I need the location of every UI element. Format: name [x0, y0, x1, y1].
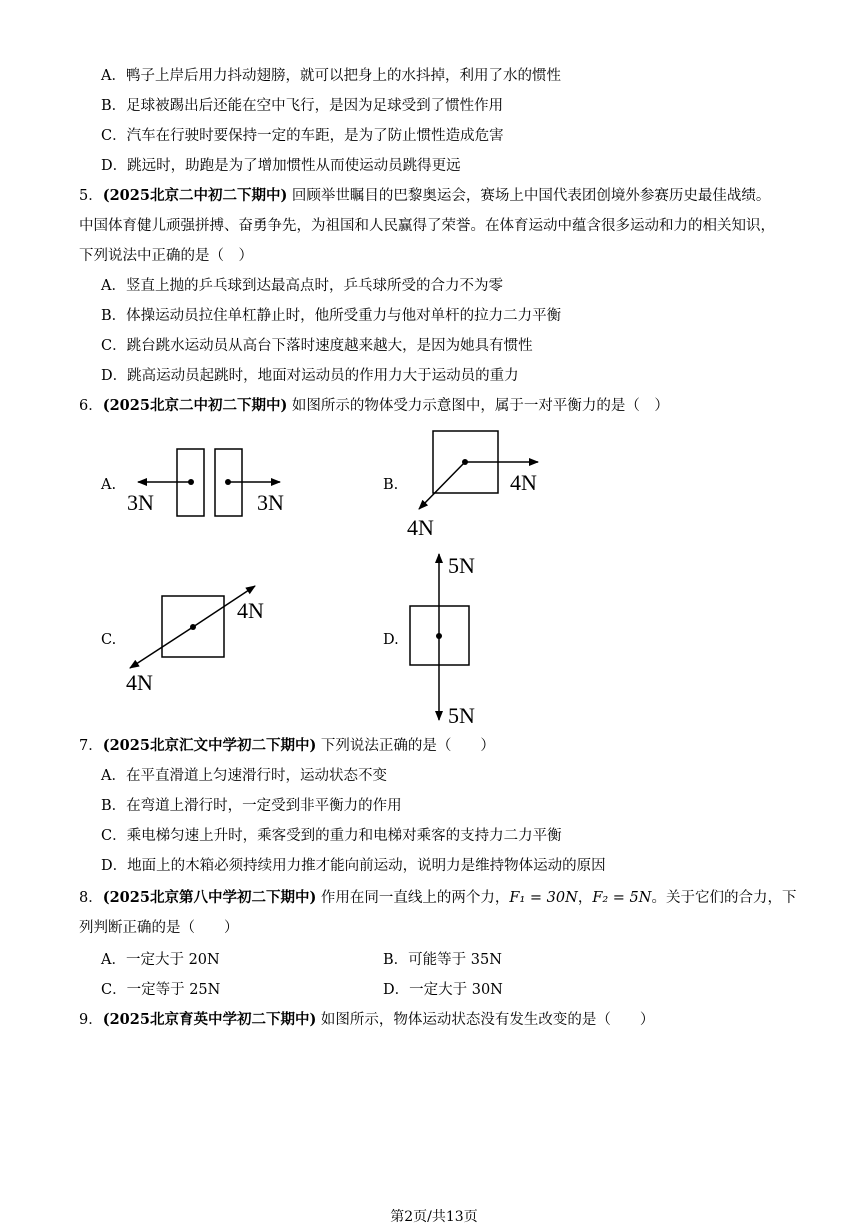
q9-source: (2025北京育英中学初二下期中) [102, 1011, 317, 1028]
q8-source: (2025北京第八中学初二下期中) [102, 889, 317, 906]
q7-source: (2025北京汇文中学初二下期中) [102, 737, 317, 754]
q6-fig-c-upper-force: 4N [237, 598, 264, 623]
q9-text: 如图所示，物体运动状态没有发生改变的是（ ） [320, 1012, 655, 1028]
q9-stem [79, 1010, 654, 1030]
q4-option-d: D．跳远时，助跑是为了增加惯性从而使运动员跳得更远 [101, 158, 461, 174]
q6-source: (2025北京二中初二下期中) [102, 397, 288, 414]
q8-f2: F₂ = 5N [592, 890, 652, 906]
q8-number: 8． [79, 890, 103, 906]
q8-stem-line2: 列判断正确的是（ ） [79, 920, 239, 936]
q6-fig-c-lower-force: 4N [126, 670, 153, 695]
q5-text: 回顾举世瞩目的巴黎奥运会，赛场上中国代表团创境外参赛历史最佳战绩。 [291, 188, 771, 204]
q7-option-a: A．在平直滑道上匀速滑行时，运动状态不变 [101, 768, 387, 784]
q8-stem-line1 [79, 888, 796, 908]
q7-option-b: B．在弯道上滑行时，一定受到非平衡力的作用 [101, 798, 402, 814]
q5-option-a: A．竖直上抛的乒乓球到达最高点时，乒乓球所受的合力不为零 [101, 278, 503, 294]
q6-figure-a [120, 440, 300, 529]
q5-stem-line2: 中国体育健儿顽强拼搏、奋勇争先，为祖国和人民赢得了荣誉。在体育运动中蕴含很多运动和力的相关知识， [79, 218, 775, 234]
q5-option-d: D．跳高运动员起跳时，地面对运动员的作用力大于运动员的重力 [101, 368, 519, 384]
q7-number: 7． [79, 738, 103, 754]
q6-fig-d-down-force: 5N [448, 703, 475, 726]
q5-source: (2025北京二中初二下期中) [102, 187, 288, 204]
q6-fig-d-up-force: 5N [448, 553, 475, 578]
q6-fig-b-diag-force: 4N [407, 515, 434, 540]
q4-option-c: C．汽车在行驶时要保持一定的车距，是为了防止惯性造成危害 [101, 128, 504, 144]
q5-option-c: C．跳台跳水运动员从高台下落时速度越来越大，是因为她具有惯性 [101, 338, 533, 354]
q8-text-pre: 作用在同一直线上的两个力， [320, 890, 510, 906]
q5-stem-line3: 下列说法中正确的是（ ） [79, 248, 253, 264]
q8-option-d: D．一定大于 30N [383, 982, 503, 998]
q7-option-d: D．地面上的木箱必须持续用力推才能向前运动，说明力是维持物体运动的原因 [101, 858, 606, 874]
q6-fig-c-label: C. [101, 632, 117, 648]
q8-option-b: B．可能等于 35N [383, 952, 502, 968]
q6-figure-d [400, 548, 500, 730]
q8-option-a: A．一定大于 20N [101, 952, 220, 968]
page-number: 第2页/共13页 [390, 1209, 478, 1225]
q7-text: 下列说法正确的是（ ） [320, 738, 495, 754]
q6-text: 如图所示的物体受力示意图中，属于一对平衡力的是（ ） [291, 398, 669, 414]
q5-option-b: B．体操运动员拉住单杠静止时，他所受重力与他对单杆的拉力二力平衡 [101, 308, 562, 324]
q6-fig-a-label: A. [101, 477, 117, 493]
q7-stem [79, 736, 495, 756]
q5-number: 5． [79, 188, 103, 204]
q9-number: 9． [79, 1012, 103, 1028]
q6-figure-c [120, 580, 290, 699]
q8-sep: ， [577, 890, 593, 906]
q6-fig-a-right-force: 3N [257, 490, 284, 515]
q6-fig-d-label: D. [383, 632, 399, 648]
q8-text-post: 。关于它们的合力，下 [651, 890, 797, 906]
q6-fig-b-right-force: 4N [510, 470, 537, 495]
q7-option-c: C．乘电梯匀速上升时，乘客受到的重力和电梯对乘客的支持力二力平衡 [101, 828, 562, 844]
q4-option-b: B．足球被踢出后还能在空中飞行，是因为足球受到了惯性作用 [101, 98, 504, 114]
q6-fig-b-label: B. [383, 477, 399, 493]
q6-number: 6． [79, 398, 103, 414]
q6-fig-a-left-force: 3N [127, 490, 154, 515]
q8-option-c: C．一定等于 25N [101, 982, 221, 998]
q5-stem-line1 [79, 186, 770, 206]
q4-option-a: A．鸭子上岸后用力抖动翅膀，就可以把身上的水抖掉，利用了水的惯性 [101, 68, 561, 84]
q6-stem [79, 396, 669, 416]
force-arrow-diagonal [419, 462, 465, 509]
q8-f1: F₁ = 30N [509, 890, 578, 906]
q6-figure-b [400, 425, 560, 549]
